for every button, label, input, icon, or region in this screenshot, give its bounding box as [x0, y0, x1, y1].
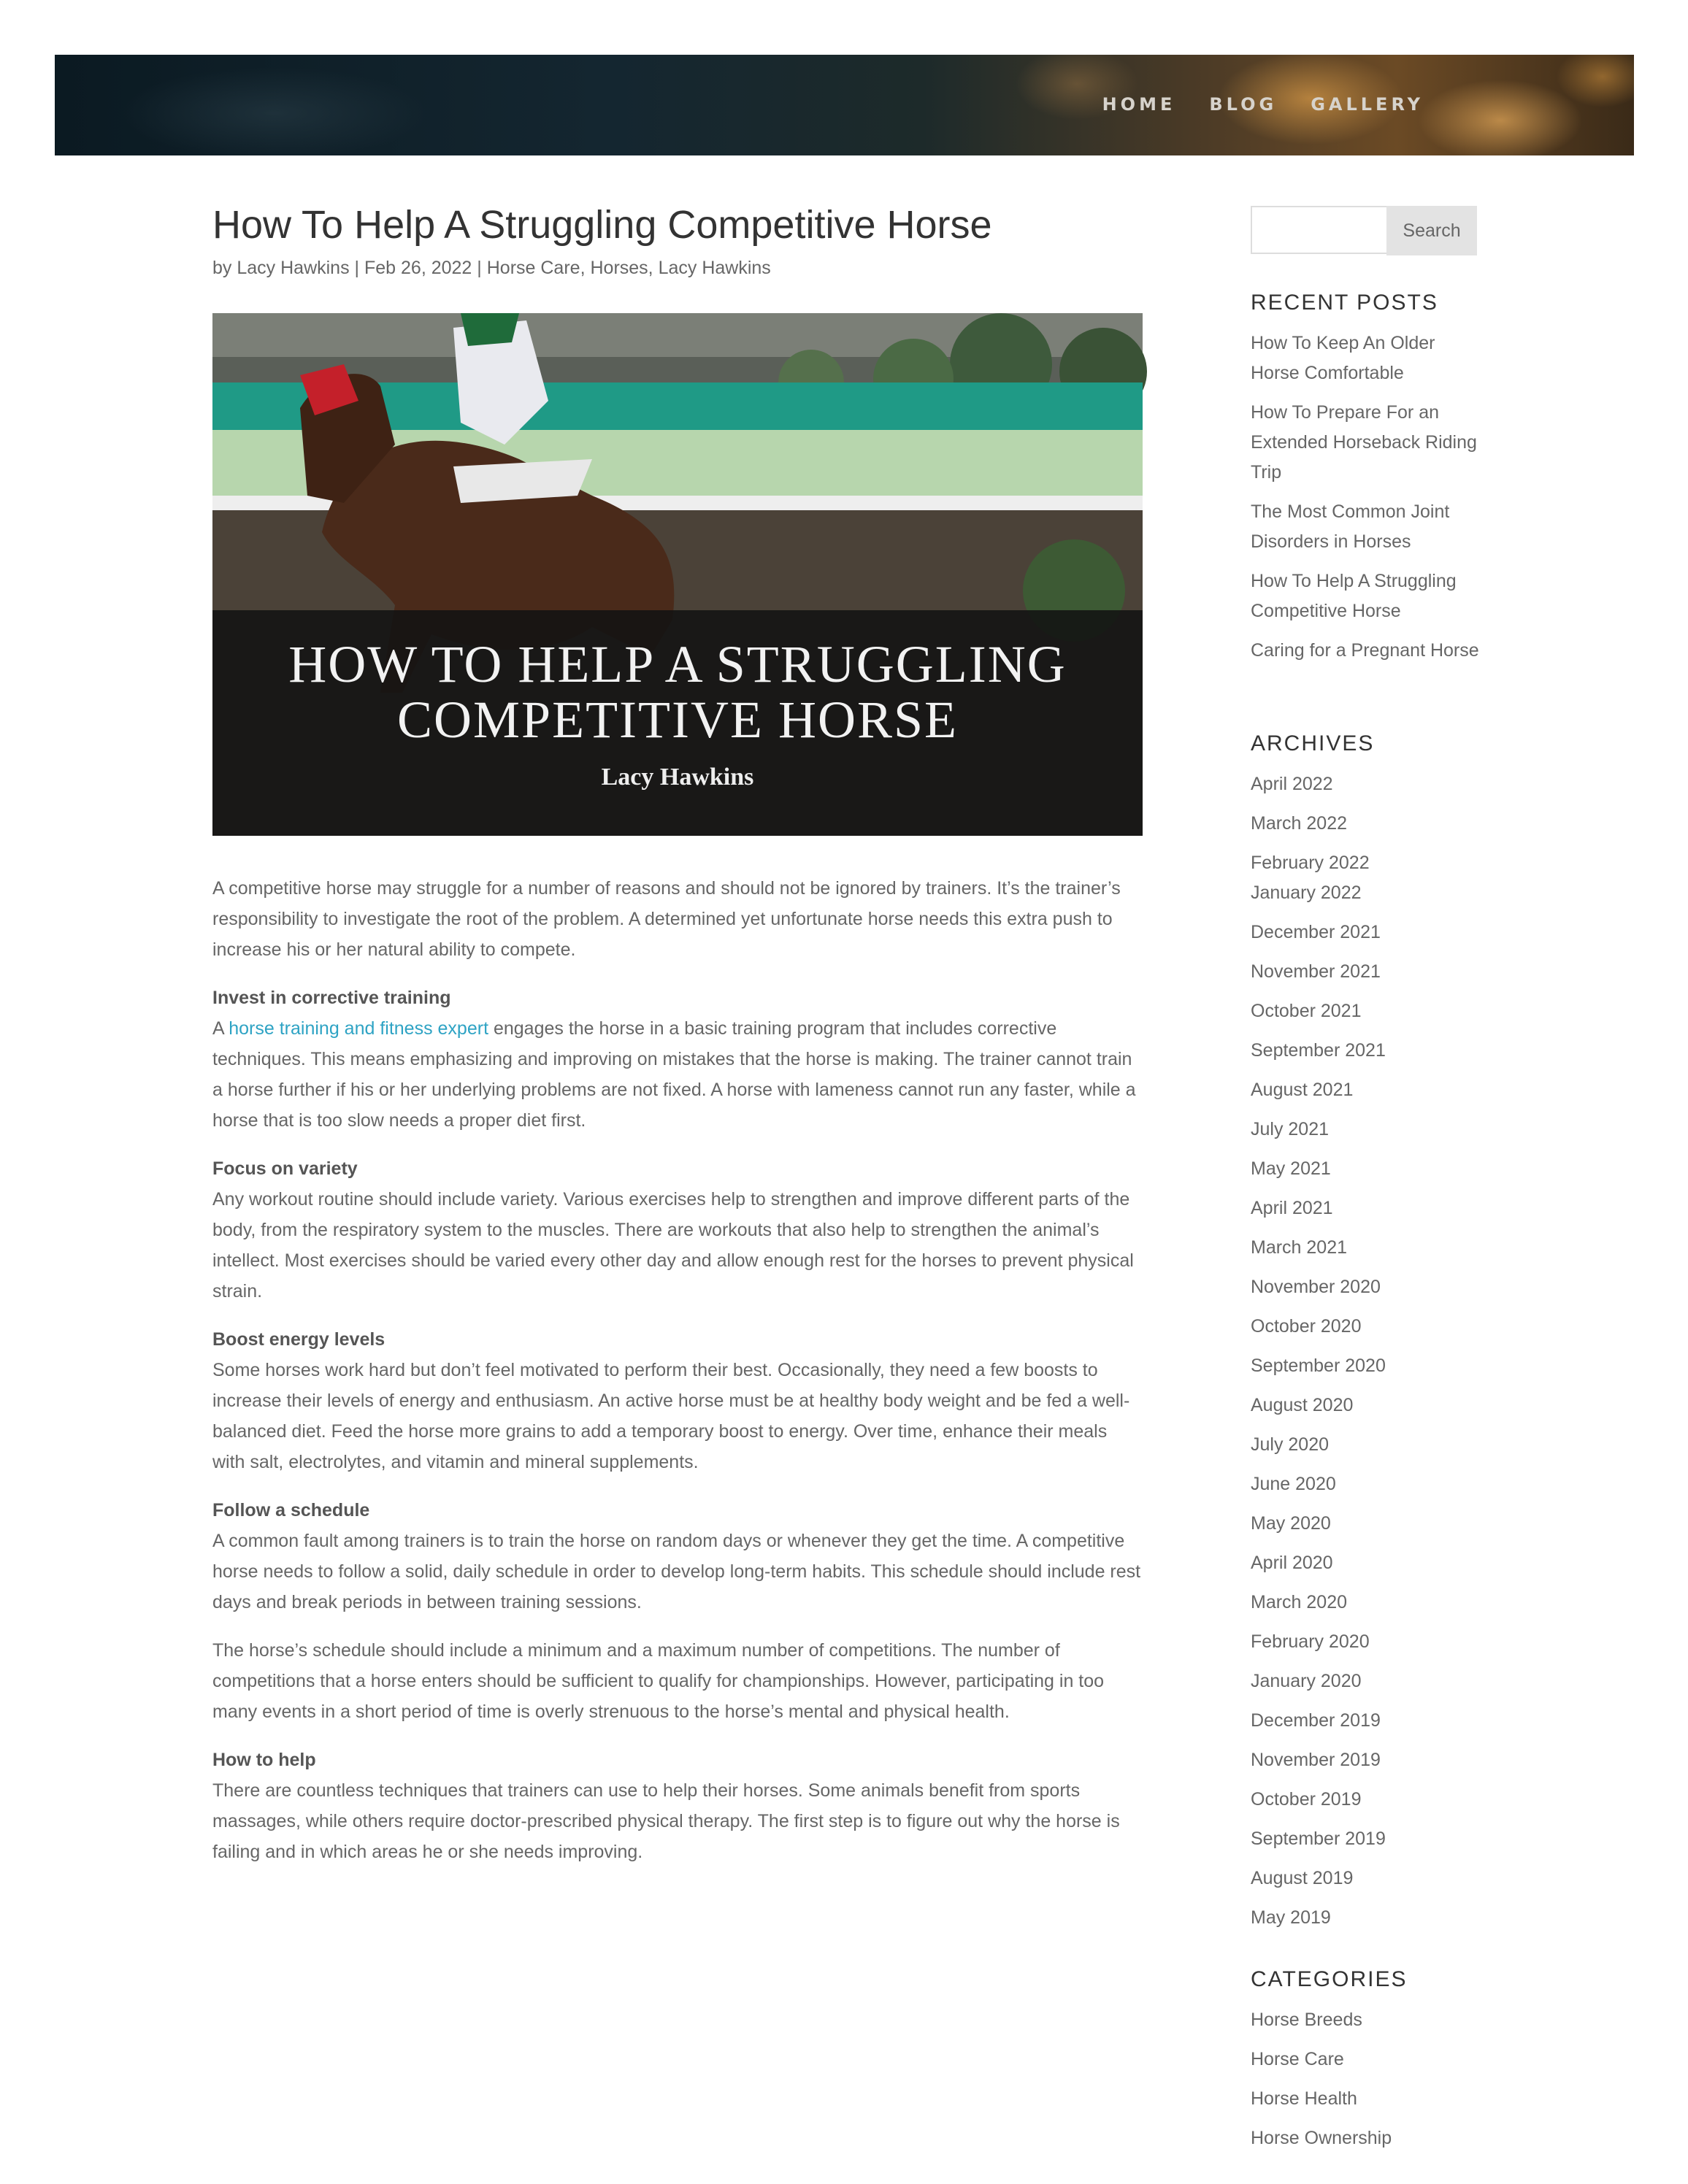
list-item [1251, 1075, 1484, 1105]
archive-link[interactable]: May 2021 [1251, 1158, 1331, 1179]
search-form [1251, 206, 1484, 255]
list-item [1251, 1430, 1484, 1460]
archive-link[interactable]: August 2019 [1251, 1868, 1354, 1888]
list-item [1251, 566, 1484, 626]
archive-link[interactable]: September 2019 [1251, 1829, 1386, 1849]
archive-link[interactable]: April 2021 [1251, 1198, 1333, 1218]
image-author: Lacy Hawkins [601, 764, 754, 791]
list-item [1251, 1391, 1484, 1420]
list-item [1251, 1154, 1484, 1184]
archives-list-top [1251, 769, 1484, 888]
archive-link[interactable]: September 2021 [1251, 1040, 1386, 1061]
categories-title: CATEGORIES [1251, 1967, 1408, 1991]
archive-link[interactable]: May 2020 [1251, 1513, 1331, 1534]
archive-link[interactable]: August 2021 [1251, 1080, 1354, 1100]
recent-post-link[interactable]: Caring for a Pregnant Horse [1251, 640, 1479, 661]
list-item [1251, 1666, 1484, 1696]
list-item [1251, 1864, 1484, 1893]
section-paragraph: Some horses work hard but don’t feel motivated to perform their best. Occasionally, they need a few boosts to increase their levels of energy and enthusiasm. An active horse must be at healthy body weight and be fed a well-balanced diet. Feed the horse more grains to add a temporary boost to energy. Over time, enhance their meals with salt, electrolytes, and vitamin and mineral supplements. [212, 1360, 1130, 1472]
list-item [1251, 1706, 1484, 1736]
archive-link[interactable]: August 2020 [1251, 1395, 1354, 1415]
archive-link[interactable]: November 2021 [1251, 961, 1381, 982]
list-item [1251, 1903, 1484, 1933]
list-item [1251, 1548, 1484, 1578]
meta-category-link[interactable]: Horses [590, 258, 648, 278]
section-heading: Focus on variety [212, 1158, 358, 1179]
meta-separator: | [477, 258, 482, 278]
featured-image [212, 313, 1143, 836]
archive-link[interactable]: October 2021 [1251, 1001, 1362, 1021]
section-paragraph: A common fault among trainers is to train the horse on random days or whenever they get the time. A competitive horse needs to follow a solid, daily schedule in order to develop long-term habits. This schedule should include rest days and break periods in between training sessions. [212, 1531, 1141, 1612]
meta-category-link[interactable]: Lacy Hawkins [658, 258, 771, 278]
image-overlay [212, 610, 1143, 836]
image-title: HOW TO HELP A STRUGGLING COMPETITIVE HORSE [288, 635, 1067, 749]
schedule-paragraph: The horse’s schedule should include a minimum and a maximum number of competitions. The number of competitions that a horse enters should be sufficient to qualify for championships. However, participating in too many events in a short period of time is overly strenuous to the horse’s mental and physical health. [212, 1640, 1105, 1722]
section-heading: How to help [212, 1750, 316, 1770]
list-item [1251, 957, 1484, 987]
section-paragraph: A horse training and fitness expert engages the horse in a basic training program that includes corrective techniques. This means emphasizing and improving on mistakes that the horse is making. The trainer cannot train a horse further if his or her underlying problems are not fixed. A horse with lameness cannot run any faster, while a horse that is too slow needs a proper diet first. [212, 1018, 1136, 1131]
list-item [1251, 398, 1484, 488]
list-item [1251, 996, 1484, 1026]
list-item [1251, 1509, 1484, 1539]
meta-by: by [212, 258, 232, 278]
section-heading: Follow a schedule [212, 1500, 370, 1520]
recent-posts-title: RECENT POSTS [1251, 291, 1438, 315]
sidebar [1251, 206, 1484, 2148]
archive-link[interactable]: November 2020 [1251, 1277, 1381, 1297]
list-item [1251, 1036, 1484, 1066]
fitness-expert-link[interactable]: horse training and fitness expert [229, 1018, 489, 1039]
list-item [1251, 1627, 1484, 1657]
list-item [1251, 1272, 1484, 1302]
archive-link[interactable]: May 2019 [1251, 1907, 1331, 1928]
archive-link[interactable]: February 2022 [1251, 853, 1370, 873]
category-link[interactable]: Horse Breeds [1251, 2010, 1362, 2030]
archive-link[interactable]: March 2021 [1251, 1237, 1348, 1258]
post-content [212, 873, 1143, 1885]
archive-link[interactable]: January 2022 [1251, 883, 1362, 903]
list-item [1251, 2123, 1484, 2153]
categories-clip [1251, 2005, 1484, 2148]
archives-list [1251, 878, 1484, 1942]
main-nav [1102, 94, 1424, 115]
post-title: How To Help A Struggling Competitive Horse [212, 203, 992, 247]
list-item [1251, 2045, 1484, 2075]
list-item [1251, 2084, 1484, 2114]
list-item [1251, 809, 1484, 839]
list-item [1251, 769, 1484, 799]
list-item [1251, 878, 1484, 908]
archive-link[interactable]: June 2020 [1251, 1474, 1336, 1494]
section-paragraph: Any workout routine should include variety. Various exercises help to strengthen and improve different parts of the body, from the respiratory system to the muscles. There are workouts that also help to strengthen the animal’s intellect. Most exercises should be varied every other day and allow enough rest for the horses to prevent physical strain. [212, 1189, 1134, 1301]
archives-top-clip [1251, 769, 1484, 873]
nav-gallery-link[interactable]: GALLERY [1311, 94, 1424, 115]
list-item [1251, 1469, 1484, 1499]
recent-post-link[interactable]: How To Help A Struggling Competitive Horse [1251, 571, 1457, 621]
archive-link[interactable]: January 2020 [1251, 1671, 1362, 1691]
meta-category-link[interactable]: Horse Care [486, 258, 580, 278]
list-item [1251, 1115, 1484, 1145]
recent-post-link[interactable]: How To Keep An Older Horse Comfortable [1251, 333, 1435, 383]
list-item [1251, 2005, 1484, 2035]
archives-title: ARCHIVES [1251, 731, 1375, 755]
post-meta: by Lacy Hawkins | Feb 26, 2022 | Horse Care, Horses, Lacy Hawkins [212, 258, 771, 278]
list-item [1251, 1193, 1484, 1223]
recent-post-link[interactable]: The Most Common Joint Disorders in Horses [1251, 501, 1450, 552]
archive-link[interactable]: December 2019 [1251, 1710, 1381, 1731]
nav-blog-link[interactable]: BLOG [1209, 94, 1278, 115]
archive-link[interactable]: July 2021 [1251, 1119, 1330, 1139]
meta-date: Feb 26, 2022 [364, 258, 472, 278]
categories-list [1251, 2005, 1484, 2163]
list-item [1251, 1745, 1484, 1775]
archive-link[interactable]: October 2019 [1251, 1789, 1362, 1810]
nav-home-link[interactable]: HOME [1102, 94, 1176, 115]
list-item [1251, 1351, 1484, 1381]
search-button[interactable]: Search [1386, 206, 1477, 255]
archive-link[interactable]: February 2020 [1251, 1631, 1370, 1652]
archive-link[interactable]: December 2021 [1251, 922, 1381, 942]
archive-link[interactable]: March 2022 [1251, 813, 1348, 834]
archive-link[interactable]: July 2020 [1251, 1434, 1330, 1455]
list-item [1251, 497, 1484, 557]
archive-link[interactable]: April 2020 [1251, 1553, 1333, 1573]
section-paragraph: There are countless techniques that trainers can use to help their horses. Some animals benefit from sports massages, while others require doctor-prescribed physical therapy. The first step is to figure out why the horse is failing and in which areas he or she needs improving. [212, 1780, 1120, 1862]
list-item [1251, 1785, 1484, 1815]
section-heading: Invest in corrective training [212, 988, 451, 1008]
list-item [1251, 636, 1484, 666]
list-item [1251, 1233, 1484, 1263]
recent-posts-list [1251, 328, 1484, 675]
archive-link[interactable]: March 2020 [1251, 1592, 1348, 1612]
list-item [1251, 918, 1484, 947]
category-link[interactable]: Horse Health [1251, 2088, 1357, 2109]
list-item [1251, 848, 1484, 878]
search-input[interactable] [1251, 206, 1386, 254]
archive-link[interactable]: November 2019 [1251, 1750, 1381, 1770]
archive-link[interactable]: September 2020 [1251, 1356, 1386, 1376]
intro-paragraph: A competitive horse may struggle for a number of reasons and should not be ignored by trainers. It’s the trainer’s responsibility to investigate the root of the problem. A determined yet unfortunate horse needs this extra push to increase his or her natural ability to compete. [212, 878, 1121, 960]
category-link[interactable]: Horse Ownership [1251, 2128, 1392, 2148]
category-link[interactable]: Horse Care [1251, 2049, 1344, 2069]
section-heading: Boost energy levels [212, 1329, 385, 1350]
list-item [1251, 1312, 1484, 1342]
site-header [55, 55, 1634, 155]
archive-link[interactable]: April 2022 [1251, 774, 1333, 794]
list-item [1251, 1824, 1484, 1854]
archive-link[interactable]: October 2020 [1251, 1316, 1362, 1337]
meta-separator: | [354, 258, 360, 278]
recent-post-link[interactable]: How To Prepare For an Extended Horseback Riding Trip [1251, 402, 1477, 482]
list-item [1251, 1588, 1484, 1618]
meta-author-link[interactable]: Lacy Hawkins [237, 258, 350, 278]
list-item [1251, 328, 1484, 388]
